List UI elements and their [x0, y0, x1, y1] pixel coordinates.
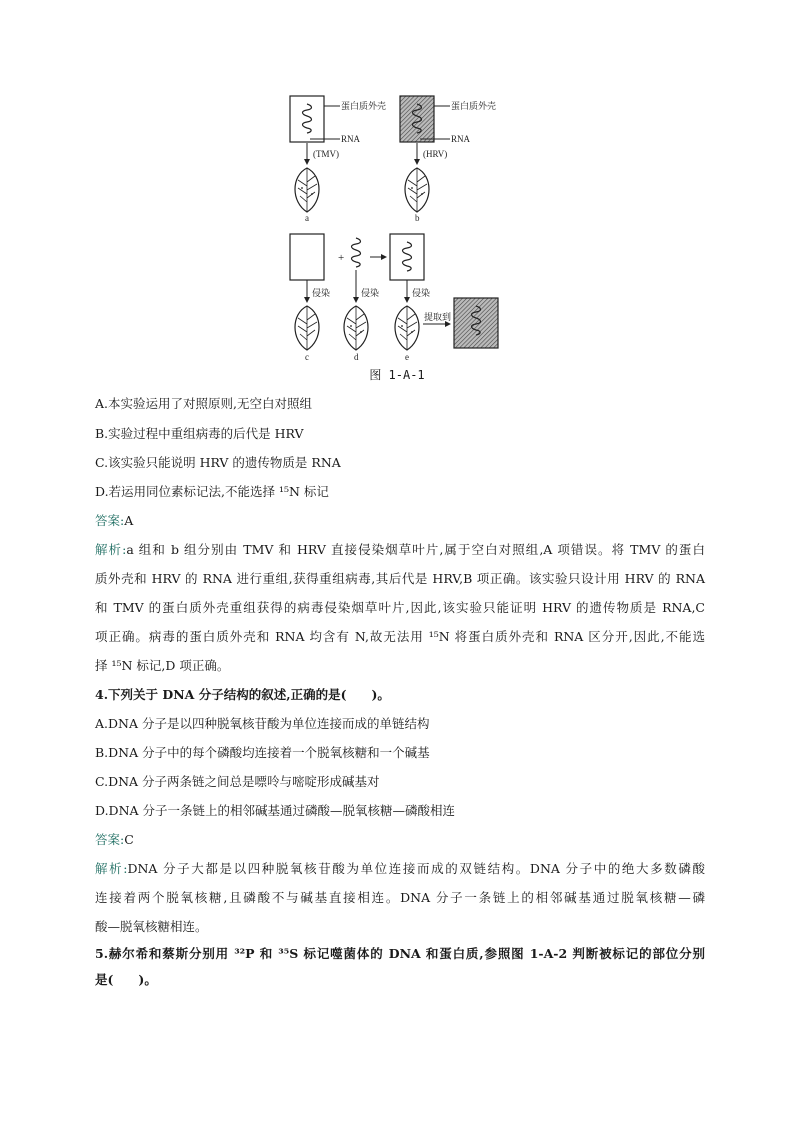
label-leaf-b: b — [415, 213, 420, 223]
leaf-c-icon — [295, 306, 319, 350]
q3-analysis-line-1 — [95, 540, 705, 560]
label-leaf-c: c — [305, 352, 309, 362]
q4-option-a: A.DNA 分子是以四种脱氧核苷酸为单位连接而成的单链结构 — [95, 716, 430, 731]
q3-option-d: D.若运用同位素标记法,不能选择 ¹⁵N 标记 — [95, 484, 329, 499]
q5-stem-line-2: 是( )。 — [95, 972, 157, 987]
protein-shell-box — [290, 234, 324, 280]
leaf-d-icon — [344, 306, 368, 350]
label-infect-e: 侵染 — [412, 288, 431, 298]
analysis-label: 解析: — [95, 861, 128, 876]
q4-analysis-line-1 — [95, 859, 705, 879]
label-infect-d: 侵染 — [361, 288, 380, 298]
answer-label: 答案: — [95, 832, 125, 847]
label-extract: 提取到 — [424, 312, 452, 322]
experiment-figure — [280, 90, 520, 390]
analysis-text: a 组和 b 组分别由 TMV 和 HRV 直接侵染烟草叶片,属于空白对照组,A 项错误。将 TMV 的蛋白 — [126, 542, 705, 557]
q4-analysis-line-3: 酸—脱氧核糖相连。 — [95, 919, 208, 934]
q4-option-d: D.DNA 分子一条链上的相邻碱基通过磷酸—脱氧核糖—磷酸相连 — [95, 803, 456, 818]
label-leaf-d: d — [354, 352, 359, 362]
experiment-diagram — [280, 90, 520, 370]
q3-option-a: A.本实验运用了对照原则,无空白对照组 — [95, 396, 312, 411]
figure-caption: 图 1-A-1 — [369, 368, 425, 382]
q3-option-b: B.实验过程中重组病毒的后代是 HRV — [95, 426, 304, 441]
q4-analysis-line-2: 连接着两个脱氧核糖,且磷酸不与碱基直接相连。DNA 分子一条链上的相邻碱基通过脱氧核糖—磷 — [95, 890, 705, 905]
analysis-text: DNA 分子大都是以四种脱氧核苷酸为单位连接而成的双链结构。DNA 分子中的绝大多数磷酸 — [127, 861, 705, 876]
answer-value: C — [124, 832, 134, 847]
label-rna-b: RNA — [451, 134, 471, 144]
leaf-e-icon — [395, 306, 419, 350]
q3-analysis-line-2: 质外壳和 HRV 的 RNA 进行重组,获得重组病毒,其后代是 HRV,B 项正确。该实验只设计用 HRV 的 RNA — [95, 571, 705, 586]
label-leaf-e: e — [405, 352, 409, 362]
q3-option-c: C.该实验只能说明 HRV 的遗传物质是 RNA — [95, 455, 341, 470]
q4-answer — [95, 830, 705, 850]
analysis-label: 解析: — [95, 542, 127, 557]
tmv-virus — [290, 96, 324, 142]
label-protein-shell-a: 蛋白质外壳 — [341, 101, 387, 111]
leaf-a-icon — [295, 168, 319, 212]
q5-stem-line-1: 5.赫尔希和蔡斯分别用 ³²P 和 ³⁵S 标记噬菌体的 DNA 和蛋白质,参照图 1-A-2 判断被标记的部位分别 — [95, 946, 705, 961]
answer-value: A — [124, 513, 134, 528]
q4-option-c: C.DNA 分子两条链之间总是嘌呤与嘧啶形成碱基对 — [95, 774, 380, 789]
q3-answer — [95, 511, 705, 531]
recombinant-virus — [390, 234, 424, 280]
label-leaf-a: a — [305, 213, 309, 223]
answer-label: 答案: — [95, 513, 125, 528]
q3-analysis-line-4: 项正确。病毒的蛋白质外壳和 RNA 均含有 N,故无法用 ¹⁵N 将蛋白质外壳和 RNA 区分开,因此,不能选 — [95, 629, 705, 644]
label-protein-shell-b: 蛋白质外壳 — [451, 101, 497, 111]
q3-analysis-line-3: 和 TMV 的蛋白质外壳重组获得的病毒侵染烟草叶片,因此,该实验只能证明 HRV 的遗传物质是 RNA,C — [95, 600, 705, 615]
label-hrv: (HRV) — [423, 149, 448, 159]
hrv-virus — [400, 96, 434, 142]
q3-analysis-line-5: 择 ¹⁵N 标记,D 项正确。 — [95, 658, 230, 673]
rna-coil — [352, 238, 361, 267]
q4-stem: 4.下列关于 DNA 分子结构的叙述,正确的是( )。 — [95, 687, 390, 702]
leaf-b-icon — [405, 168, 429, 212]
label-infect-c: 侵染 — [312, 288, 331, 298]
label-tmv: (TMV) — [313, 149, 339, 159]
q4-option-b: B.DNA 分子中的每个磷酸均连接着一个脱氧核糖和一个碱基 — [95, 745, 430, 760]
plus-sign: + — [338, 252, 345, 264]
label-rna-a: RNA — [341, 134, 361, 144]
hrv-progeny-virus — [454, 298, 498, 348]
